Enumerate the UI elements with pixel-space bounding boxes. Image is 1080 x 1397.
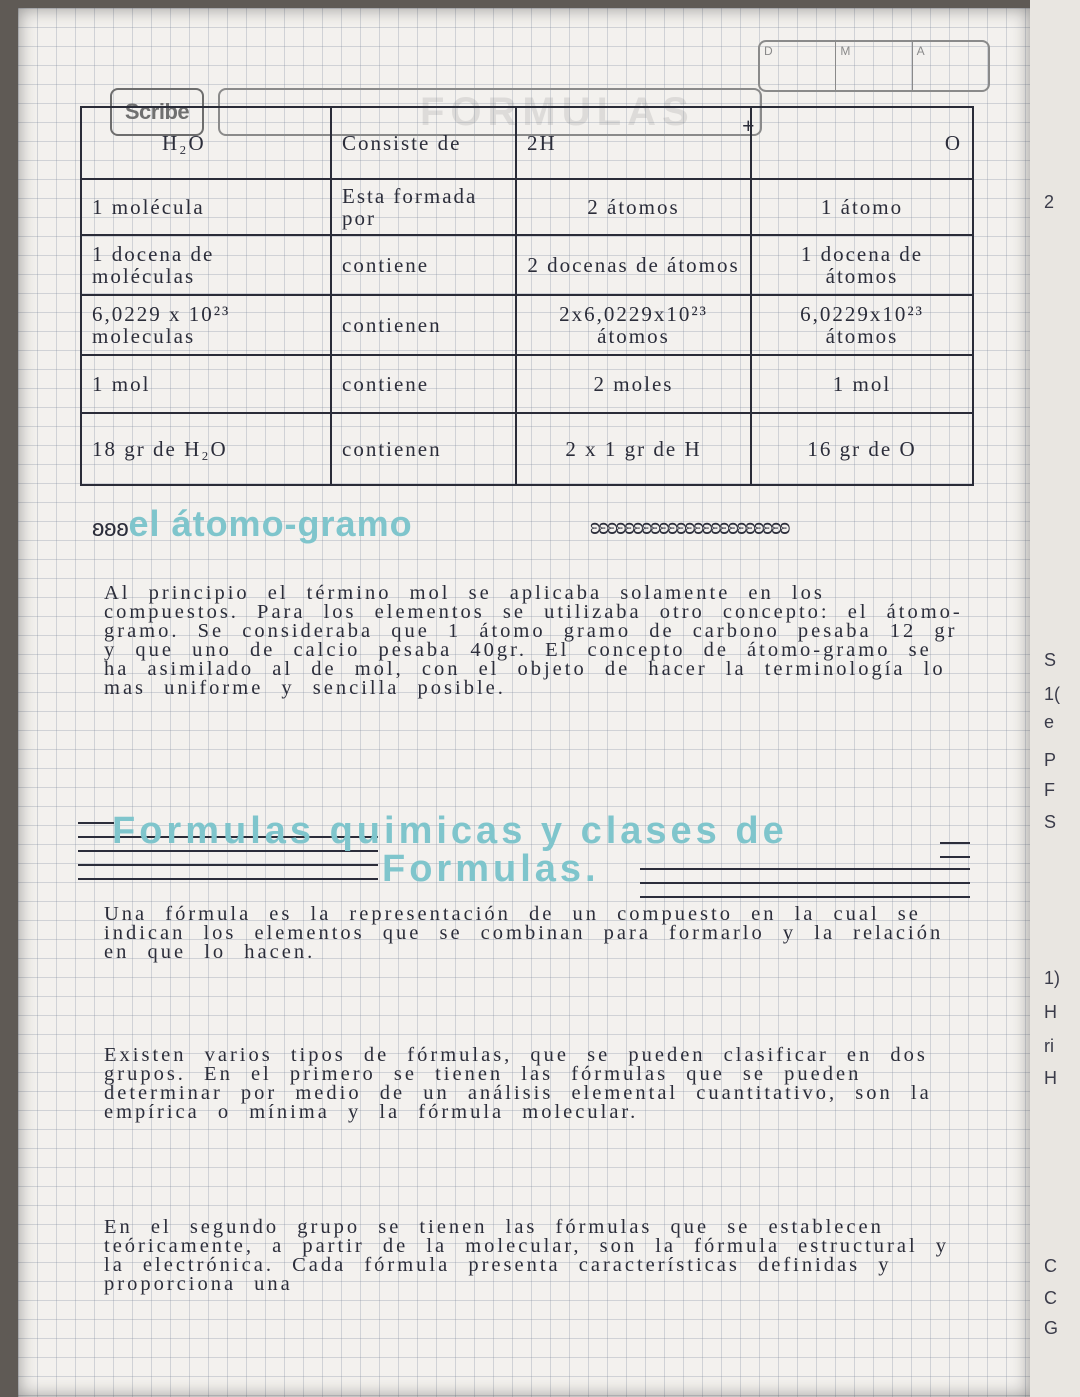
table-cell [742,107,973,179]
margin-mark: 1) [1044,968,1061,988]
paragraph-definicion-formula: Una fórmula es la representación de un compuesto en la cual se indican los elementos que se combinan para formarlo y la relación en que lo hacen. [104,903,944,963]
loop-decoration: ʚʚʚ [92,515,129,542]
plus-sign: + [742,113,757,138]
date-month-cell [836,42,912,90]
table-cell: 2 docenas de átomos [516,235,751,295]
table-cell: H₂O [81,107,331,179]
table-cell: 1 docena de moléculas [81,235,331,295]
table-row [81,179,973,235]
table-cell: 1 molécula [81,179,331,235]
table-cell: Esta formada por [331,179,516,235]
table-cell: Consiste de [331,107,516,179]
date-month-label: M [840,44,851,58]
adjacent-page-edge [1030,0,1080,1397]
table-row [81,235,973,295]
table-cell: 1 docena de átomos [751,235,973,295]
margin-mark: e [1044,712,1055,732]
margin-mark: P [1044,750,1057,770]
table-cell: 16 gr de O [751,413,973,485]
heading-line-2: Formulas. [382,848,600,890]
table-cell: 1 átomo [751,179,973,235]
margin-mark: 2 [1044,192,1055,212]
table-row [81,413,973,485]
table-row [81,107,973,179]
table-cell: 6,0229 x 10²³ moleculas [81,295,331,355]
date-day-cell [760,42,836,90]
section-heading-atomo-gramo [92,503,413,545]
margin-mark: C [1044,1256,1057,1276]
margin-mark: H [1044,1002,1057,1022]
staff-line [78,822,114,824]
margin-mark: ri [1044,1036,1054,1056]
margin-mark: F [1044,780,1055,800]
table-cell: contiene [331,235,516,295]
table-cell: 2H [516,107,751,179]
margin-mark: 1( [1044,684,1061,704]
table-cell: 2 x 1 gr de H [516,413,751,485]
table-cell: 6,0229x10²³ átomos [751,295,973,355]
table-cell: 1 mol [81,355,331,413]
table-row [81,295,973,355]
margin-mark: S [1044,812,1057,832]
table-cell: contiene [331,355,516,413]
date-year-label: A [916,44,925,58]
table-cell: 2 átomos [516,179,751,235]
heading-text: el átomo-gramo [128,503,413,544]
date-day-label: D [764,44,773,58]
table-row [81,355,973,413]
paragraph-tipos-formulas: Existen varios tipos de fórmulas, que se pueden clasificar en dos grupos. En el primero se tienen las fórmulas que se pueden determinar por medio de un análisis elemental cuantitativo, son la empírica o mínima y la fórmula molecular. [104,1044,932,1123]
heading-line-1: Formulas quimicas y clases de [112,810,788,852]
table-cell: 2 moles [516,355,751,413]
title-ghost-text: FORMULAS [420,90,695,134]
brand-logo: Scribe [110,88,204,136]
table-cell: 2x6,0229x10²³ átomos [516,295,751,355]
date-year-cell [913,42,988,90]
loop-decoration-line: ʚʚʚʚʚʚʚʚʚʚʚʚʚʚʚʚʚʚʚʚʚʚʚ [590,514,789,540]
table-cell-text: O [944,130,962,155]
date-box [758,40,990,92]
table-cell: contienen [331,295,516,355]
paragraph-segundo-grupo: En el segundo grupo se tienen las fórmulas que se establecen teóricamente, a partir de la molecular, son la fórmula estructural y la electrónica. Cada fórmula presenta características definidas y proporciona una [104,1216,950,1295]
mol-relation-table [80,106,974,486]
margin-mark: H [1044,1068,1057,1088]
margin-mark: S [1044,650,1057,670]
margin-mark: C [1044,1288,1057,1308]
section-heading-formulas [112,812,972,888]
margin-mark: G [1044,1318,1059,1338]
table-cell: contienen [331,413,516,485]
table-cell: 1 mol [751,355,973,413]
paragraph-atomo-gramo: Al principio el término mol se aplicaba solamente en los compuestos. Para los elementos se utilizaba otro concepto: el átomo-gramo. Se consideraba que 1 átomo gramo de carbono pesaba 12 gr y que uno de calcio pesaba 40gr. El concepto de átomo-gramo se ha asimilado al de mol, con el objeto de hacer la terminología lo mas uniforme y sencilla posible. [104,582,963,699]
table-cell: 18 gr de H₂O [81,413,331,485]
staff-line [640,896,970,898]
